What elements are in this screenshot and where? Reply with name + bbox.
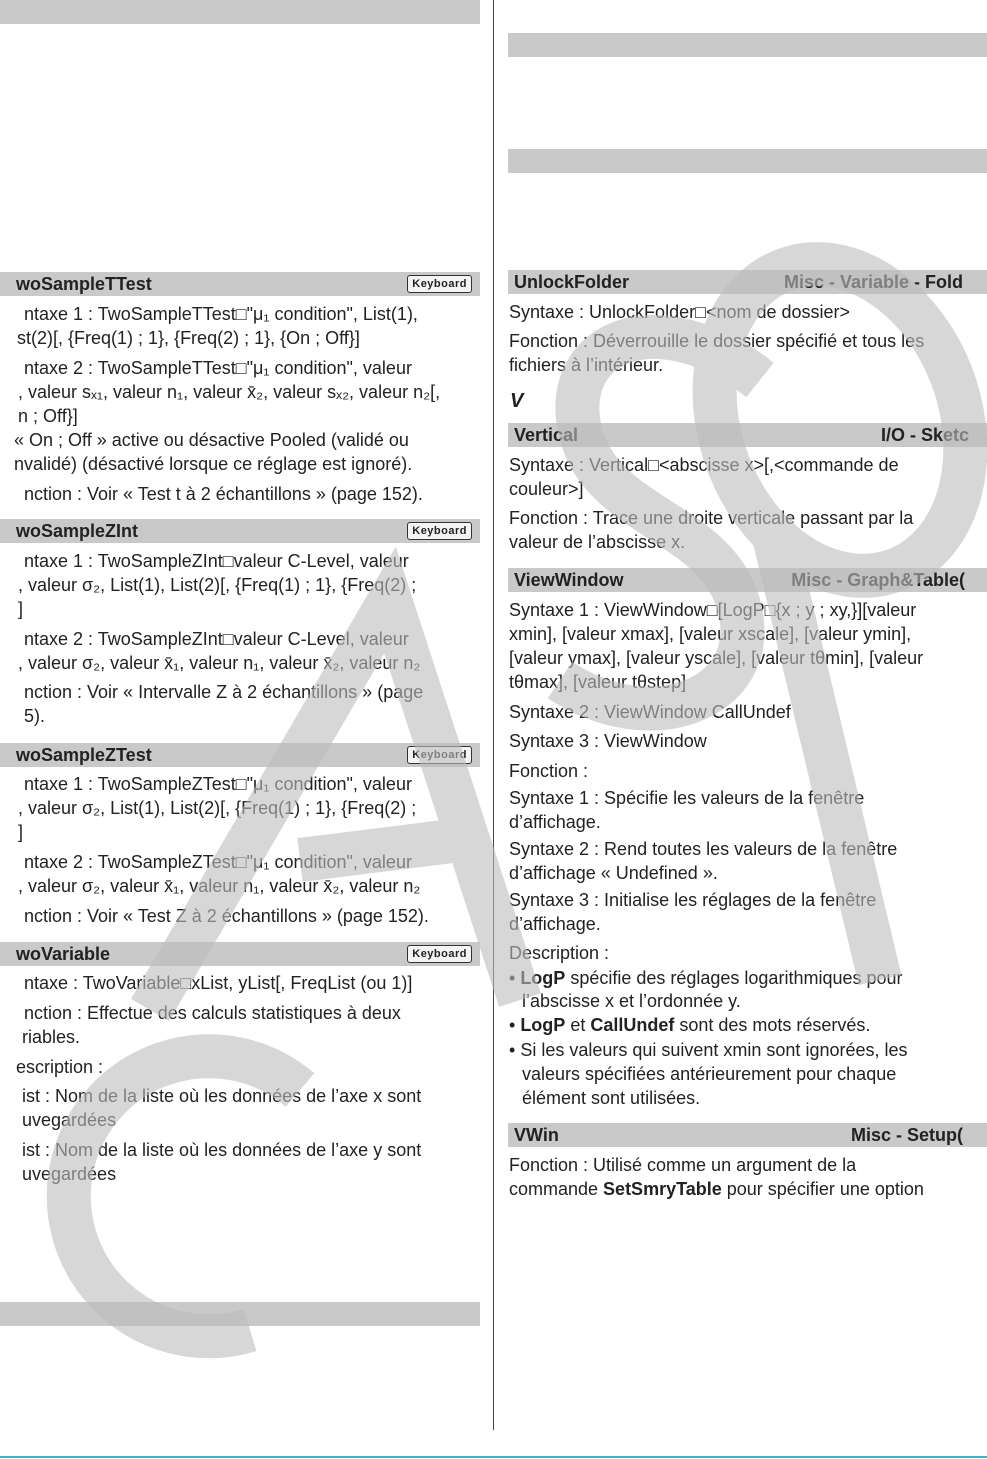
header-vwin [508, 1123, 987, 1147]
section-letter: V [510, 390, 524, 412]
text-line: Syntaxe 3 : ViewWindow [509, 731, 707, 751]
menu-category: I/O - Sketc [880, 425, 969, 445]
text-fragment: commande [509, 1179, 604, 1199]
header-twosamplettest [0, 272, 480, 296]
text-line: riables. [22, 1027, 81, 1047]
bullet-text: et [565, 1015, 591, 1035]
bullet-bold: LogP [520, 968, 566, 988]
text-line: ntaxe 1 : TwoSampleTTest□"μ₁ condition", List(1), [24, 304, 418, 324]
command-title: UnlockFolder [514, 272, 630, 292]
text-fragment: pour spécifier une option [721, 1179, 924, 1199]
text-line: [valeur ymax], [valeur yscale], [valeur tθmin], [valeur [509, 648, 924, 668]
command-title: woSampleZTest [16, 745, 152, 765]
command-title: Vertical [514, 425, 579, 445]
header-vertical [508, 423, 987, 447]
command-title: woVariable [16, 944, 111, 964]
bullet-text: Si les valeurs qui suivent xmin sont ignorées, les [520, 1040, 908, 1060]
text-line: ntaxe 1 : TwoSampleZInt□valeur C-Level, valeur [24, 551, 409, 571]
command-title: ViewWindow [514, 570, 624, 590]
empty-header-bar-top-left [0, 0, 480, 24]
empty-header-bar-right-2 [508, 149, 987, 173]
text-line: valeur de l’abscisse x. [509, 532, 686, 552]
bullet-item: • Si les valeurs qui suivent xmin sont ignorées, les [509, 1040, 908, 1060]
text-line: , valeur sₓ₁, valeur n₁, valeur x̄₂, valeur sₓ₂, valeur n₂[, [18, 382, 441, 402]
bullet-item: • LogP et CallUndef sont des mots réservés. [509, 1015, 871, 1035]
text-line: tθmax], [valeur tθstep] [509, 672, 687, 692]
text-line: ] [18, 822, 24, 842]
text-line: Syntaxe 1 : ViewWindow□[LogP□{x ; y ; xy,}][valeur [509, 600, 917, 620]
text-line: couleur>] [509, 479, 584, 499]
bullet-text: sont des mots réservés. [674, 1015, 871, 1035]
header-twosamplezint [0, 519, 480, 543]
text-line: , valeur σ₂, List(1), List(2)[, {Freq(1) ; 1}, {Freq(2) ; [18, 575, 417, 595]
bullet-bold: LogP [520, 1015, 566, 1035]
keyboard-badge: Keyboard [407, 746, 472, 764]
header-viewwindow [508, 568, 987, 592]
text-line: nction : Voir « Test t à 2 échantillons » (page 152). [24, 484, 423, 504]
text-line: Description : [509, 943, 610, 963]
bullet-continuation: l’abscisse x et l’ordonnée y. [522, 991, 741, 1011]
text-line: Syntaxe : UnlockFolder□<nom de dossier> [509, 302, 851, 322]
text-line: nction : Effectue des calculs statistiques à deux [24, 1003, 401, 1023]
command-title: woSampleZInt [16, 521, 139, 541]
header-twosampleztest [0, 743, 480, 767]
text-line: ntaxe 1 : TwoSampleZTest□"μ₁ condition", valeur [24, 774, 412, 794]
text-line: n ; Off}] [18, 406, 78, 426]
text-line: d’affichage. [509, 914, 601, 934]
text-line: ] [18, 599, 24, 619]
text-line [509, 1177, 924, 1201]
text-line: d’affichage « Undefined ». [509, 863, 718, 883]
text-line: , valeur σ₂, valeur x̄₁, valeur n₁, valeur x̄₂, valeur n₂ [18, 876, 421, 896]
text-line: ntaxe 2 : TwoSampleTTest□"μ₁ condition", valeur [24, 358, 412, 378]
text-line: Syntaxe 2 : ViewWindow CallUndef [509, 702, 791, 722]
empty-header-bar-right-1 [508, 33, 987, 57]
keyboard-badge: Keyboard [407, 275, 472, 293]
text-line: Syntaxe 2 : Rend toutes les valeurs de la fenêtre [509, 839, 898, 859]
text-line: ist : Nom de la liste où les données de l’axe y sont [22, 1140, 422, 1160]
text-line: Syntaxe 1 : Spécifie les valeurs de la fenêtre [509, 788, 865, 808]
command-title: VWin [514, 1125, 559, 1145]
text-line: st(2)[, {Freq(1) ; 1}, {Freq(2) ; 1}, {On ; Off}] [17, 328, 360, 348]
text-line: fichiers à l’intérieur. [509, 355, 664, 375]
footer-rule [0, 1456, 987, 1458]
bullet-item: • LogP spécifie des réglages logarithmiques pour [509, 968, 903, 988]
text-line: nvalidé) (désactivé lorsque ce réglage est ignoré). [14, 454, 413, 474]
text-line: Fonction : [509, 761, 589, 781]
header-unlockfolder [508, 270, 987, 294]
text-line: d’affichage. [509, 812, 601, 832]
text-line: escription : [16, 1057, 104, 1077]
column-divider [493, 0, 494, 1430]
text-fragment-bold: SetSmryTable [603, 1179, 722, 1199]
text-line: Syntaxe : Vertical□<abscisse x>[,<commande de [509, 455, 899, 475]
header-twovariable [0, 942, 480, 966]
text-line: ntaxe 2 : TwoSampleZTest□"μ₁ condition", valeur [24, 852, 412, 872]
menu-category: Misc - Graph&Table( [791, 570, 965, 590]
bullet-continuation: élément sont utilisées. [522, 1088, 701, 1108]
text-line: Fonction : Trace une droite verticale passant par la [509, 508, 914, 528]
text-line: , valeur σ₂, List(1), List(2)[, {Freq(1) ; 1}, {Freq(2) ; [18, 798, 417, 818]
bullet-continuation: valeurs spécifiées antérieurement pour chaque [522, 1064, 897, 1084]
text-line: ist : Nom de la liste où les données de l’axe x sont [22, 1086, 422, 1106]
text-line: ntaxe : TwoVariable□xList, yList[, FreqList (ou 1)] [24, 973, 413, 993]
keyboard-badge: Keyboard [407, 945, 472, 963]
text-line: Syntaxe 3 : Initialise les réglages de la fenêtre [509, 890, 877, 910]
text-line: uvegardées [22, 1164, 117, 1184]
bullet-text: spécifie des réglages logarithmiques pour [565, 968, 903, 988]
text-line: ntaxe 2 : TwoSampleZInt□valeur C-Level, valeur [24, 629, 409, 649]
text-line: , valeur σ₂, valeur x̄₁, valeur n₁, valeur x̄₂, valeur n₂ [18, 653, 421, 673]
text-line: Fonction : Utilisé comme un argument de la [509, 1155, 857, 1175]
text-line: nction : Voir « Test Z à 2 échantillons » (page 152). [24, 906, 429, 926]
text-line: « On ; Off » active ou désactive Pooled (validé ou [14, 430, 409, 450]
empty-header-bar-bottom-left [0, 1302, 480, 1326]
menu-category: Misc - Setup( [850, 1125, 963, 1145]
command-title: woSampleTTest [16, 274, 152, 294]
text-line: Fonction : Déverrouille le dossier spécifié et tous les [509, 331, 925, 351]
bullet-bold: CallUndef [590, 1015, 675, 1035]
keyboard-badge: Keyboard [407, 522, 472, 540]
text-line: nction : Voir « Intervalle Z à 2 échantillons » (page [24, 682, 424, 702]
text-line: uvegardées [22, 1110, 117, 1130]
text-line: 5). [24, 706, 46, 726]
menu-category: Misc - Variable - Fold [783, 272, 963, 292]
text-line: xmin], [valeur xmax], [valeur xscale], [valeur ymin], [509, 624, 912, 644]
